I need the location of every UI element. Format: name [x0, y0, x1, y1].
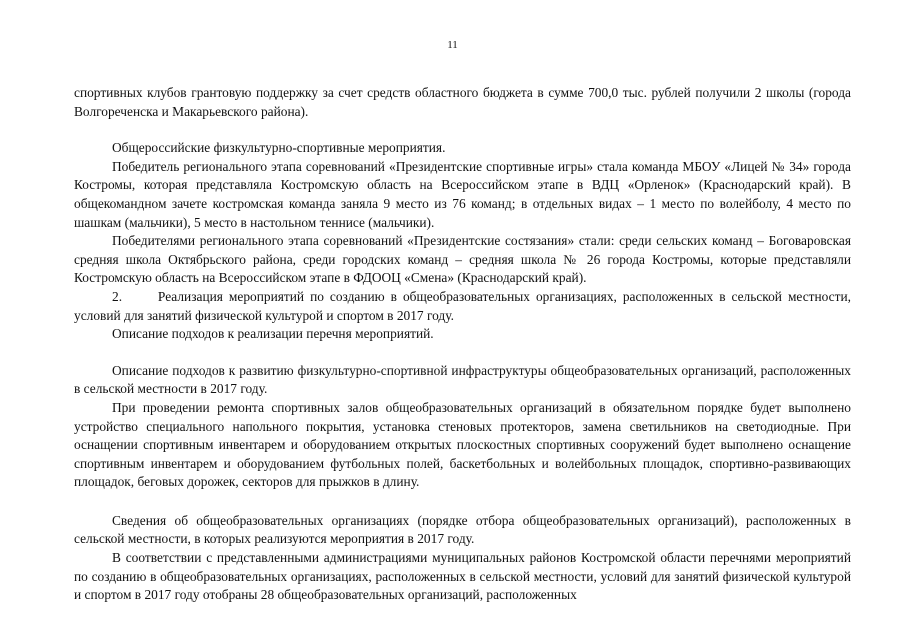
paragraph-presidential-games: Победитель регионального этапа соревнований «Президентские спортивные игры» стала команда МБОУ «Лицей № 34» города Костромы, которая представляла Костромскую область на Всероссийском этапе в ВДЦ «Орленок» (Краснодарский край). В общекомандном зачете костромская команда заняла 9 место из 76 команд; в отдельных видах – 1 место по волейболу, 4 место по шашкам (мальчики), 5 место в настольном теннисе (мальчики). — [74, 158, 851, 230]
paragraph-presidential-competitions: Победителями регионального этапа соревнований «Президентские состязания» стали: среди сельских команд – Боговаровская средняя школа Октябрьского района, среди городских команд – средняя школа № 26 города Костромы, которые представляли Костромскую область на Всероссийском этапе в ФДООЦ «Смена» (Краснодарский край). — [74, 233, 851, 286]
paragraph-grant-support: спортивных клубов грантовую поддержку за счет средств областного бюджета в сумме 700,0 тыс. рублей получили 2 школы (города Волгореченска и Макарьевского района). — [74, 85, 851, 119]
paragraph-selection-details: В соответствии с представленными администрациями муниципальных районов Костромской области перечнями мероприятий по созданию в общеобразовательных организациях, расположенных в сельской местности, условий для занятий физической культурой и спортом в 2017 году отобраны 28 общеобразовательных организаций, расположенных — [74, 550, 851, 603]
paragraph-infrastructure-approaches: Описание подходов к развитию физкультурно-спортивной инфраструктуры общеобразовательных организаций, расположенных в сельской местности в 2017 году. — [74, 362, 851, 397]
page-number: 11 — [447, 39, 458, 51]
paragraph-approaches-heading: Описание подходов к реализации перечня мероприятий. — [112, 326, 434, 342]
paragraph-section-2-implementation: 2. Реализация мероприятий по созданию в общеобразовательных организациях, расположенных в сельской местности, условий для занятий физической культурой и спортом в 2017 году. — [74, 288, 851, 323]
document-body — [74, 84, 851, 605]
paragraph-section-heading-events: Общероссийские физкультурно-спортивные мероприятия. — [112, 140, 446, 156]
paragraph-organizations-info: Сведения об общеобразовательных организациях (порядке отбора общеобразовательных организаций), расположенных в сельской местности, в которых реализуются мероприятия в 2017 году. — [74, 512, 851, 547]
paragraph-repair-details: При проведении ремонта спортивных залов общеобразовательных организаций в обязательном порядке будет выполнено устройство специального напольного покрытия, установка стеновых протекторов, замена светильников на светодиодные. При оснащении спортивным инвентарем и оборудованием открытых плоскостных спортивных сооружений будет выполнено оснащение спортивным инвентарем и оборудованием футбольных полей, баскетбольных и волейбольных площадок, спортивно-развивающих площадок, беговых дорожек, секторов для прыжков в длину. — [74, 399, 851, 490]
